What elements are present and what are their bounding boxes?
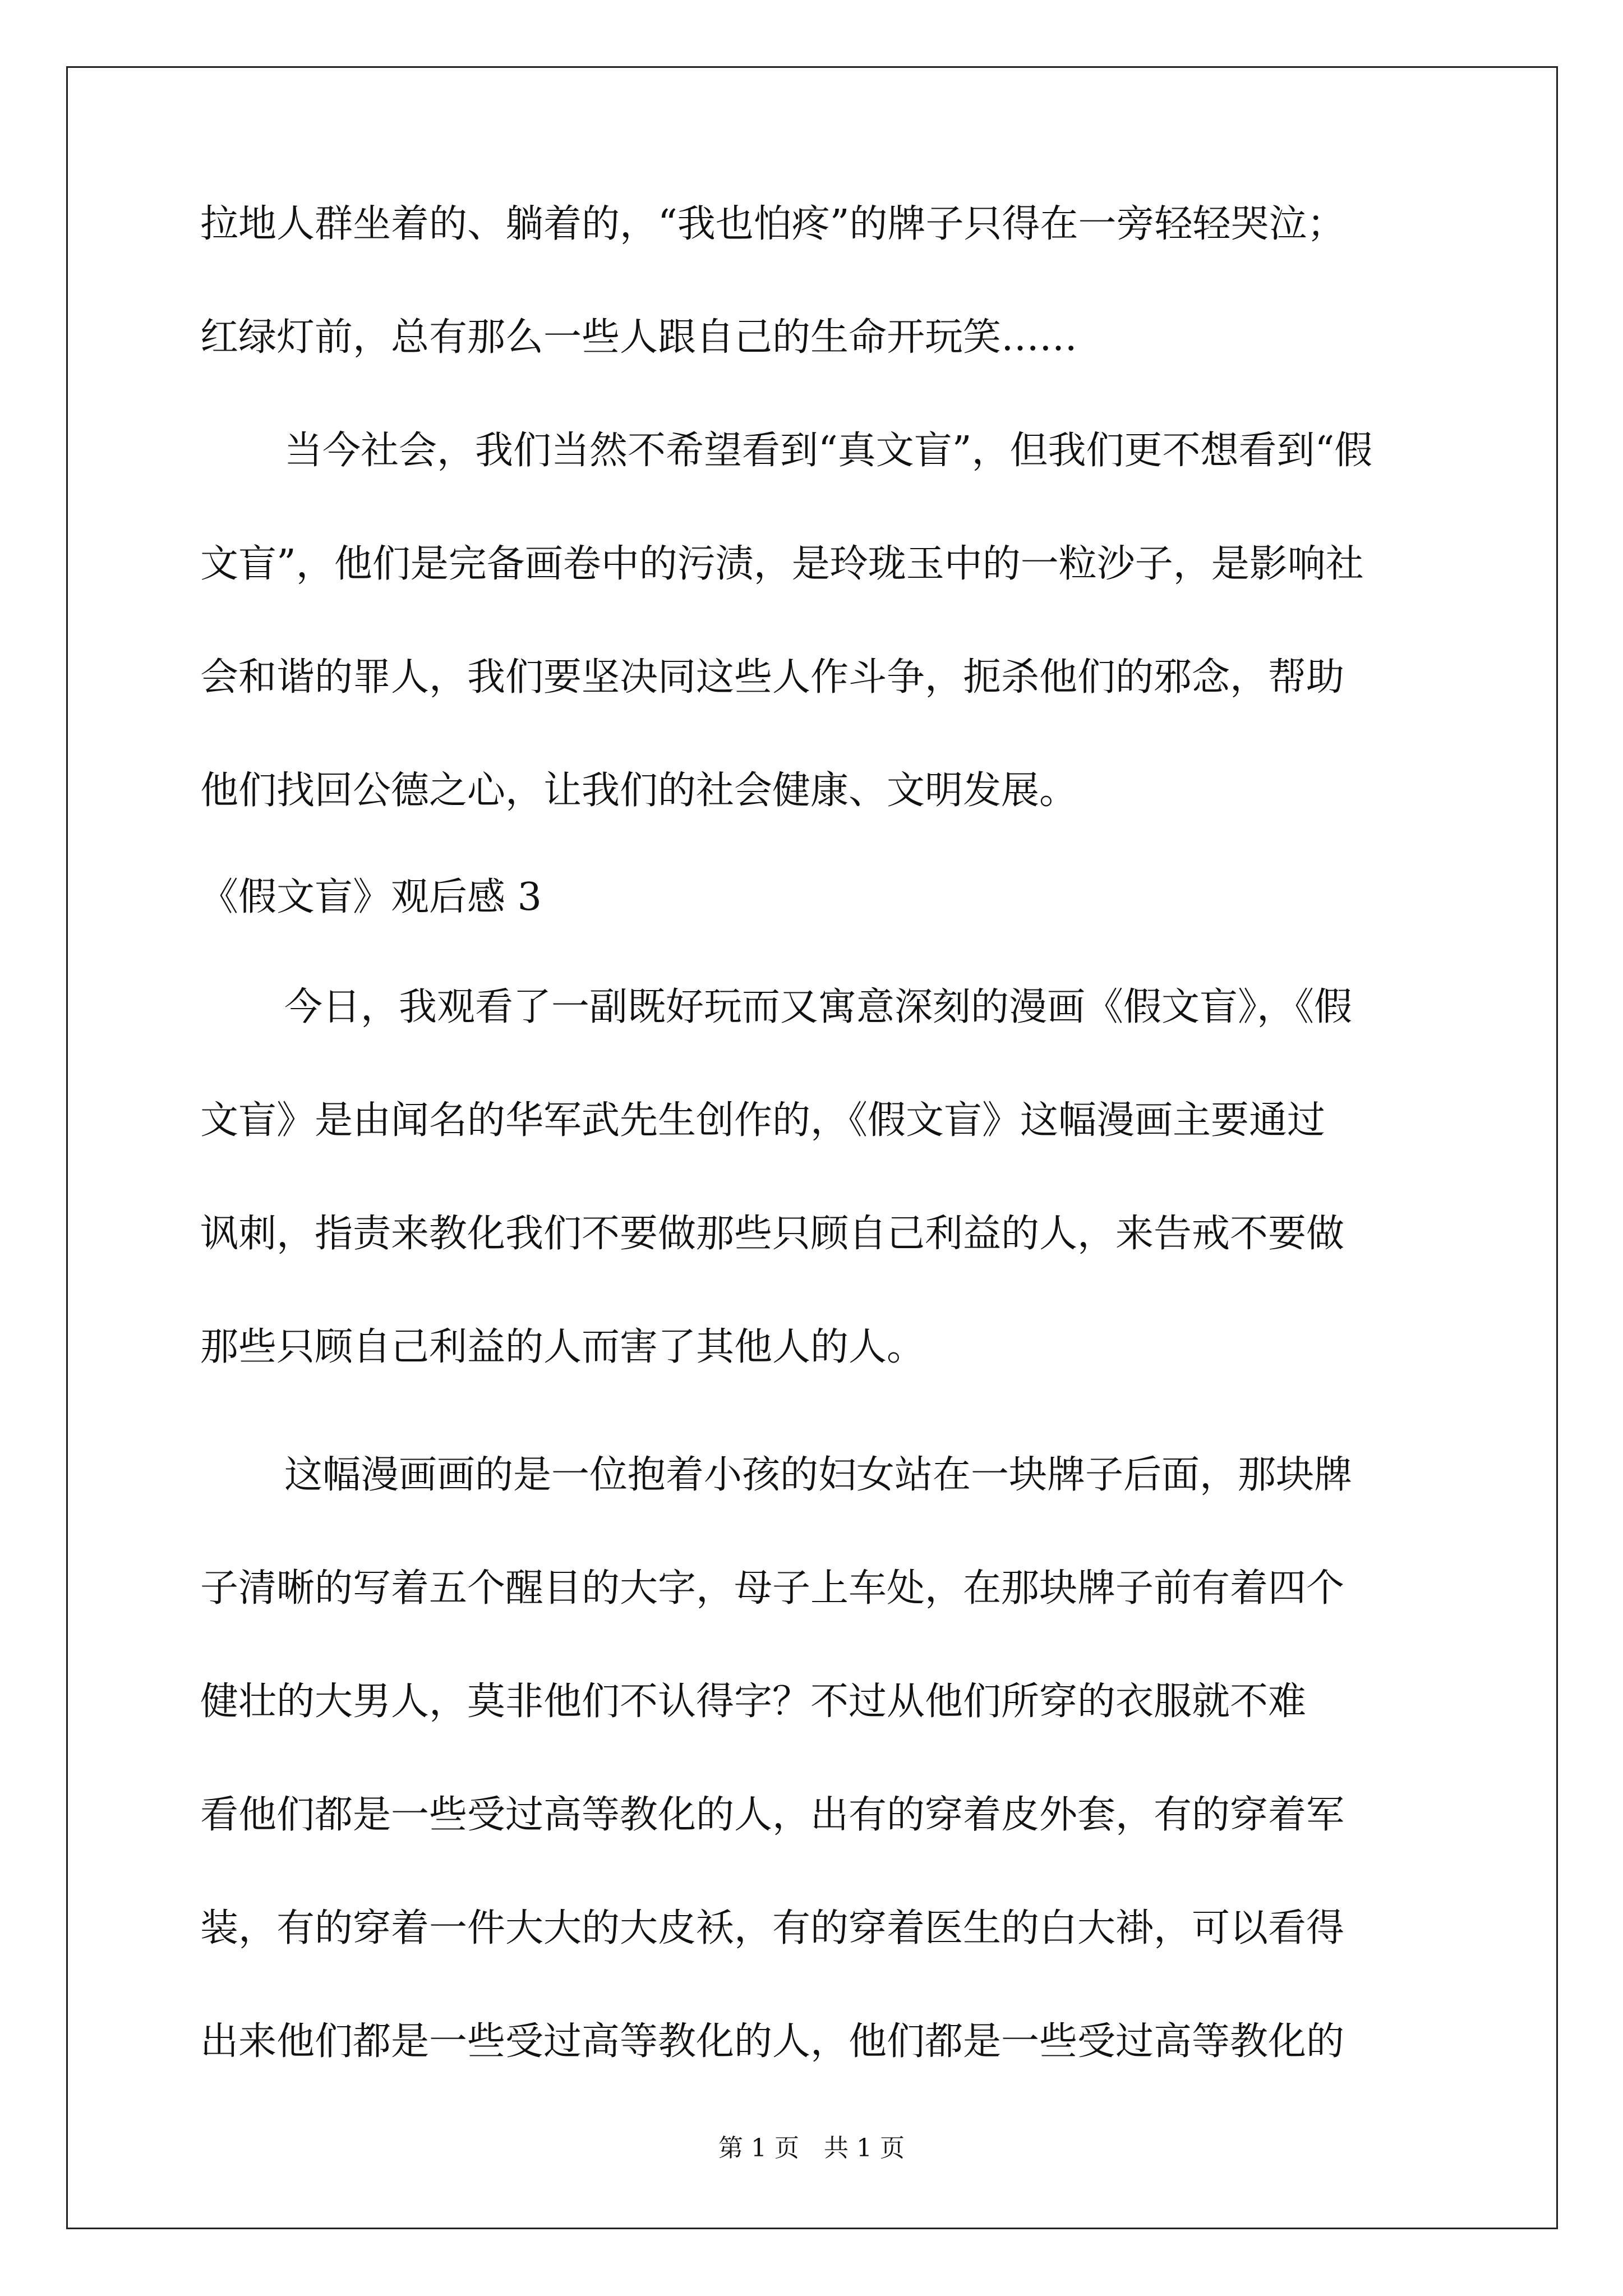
paragraph-start-line: 这幅漫画画的是一位抱着小孩的妇女站在一块牌子后面，那块牌 — [284, 1453, 1353, 1497]
text-line: 看他们都是一些受过高等教化的人，出有的穿着皮外套，有的穿着军 — [200, 1793, 1345, 1837]
text-line: 装，有的穿着一件大大的大皮袄，有的穿着医生的白大褂，可以看得 — [200, 1906, 1345, 1950]
text-line: 文盲”，他们是完备画卷中的污渍，是玲珑玉中的一粒沙子，是影响社 — [200, 542, 1364, 586]
text-line: 拉地人群坐着的、躺着的，“我也怕疼”的牌子只得在一旁轻轻哭泣； — [200, 202, 1345, 246]
page-footer: 第 1 页 共 1 页 — [718, 2134, 905, 2162]
paragraph-start-line: 当今社会，我们当然不希望看到“真文盲”，但我们更不想看到“假 — [284, 429, 1373, 473]
text-line: 红绿灯前，总有那么一些人跟自己的生命开玩笑…… — [200, 315, 1078, 360]
text-line: 讽刺，指责来教化我们不要做那些只顾自己利益的人，来告戒不要做 — [200, 1212, 1345, 1256]
text-line: 出来他们都是一些受过高等教化的人，他们都是一些受过高等教化的 — [200, 2019, 1345, 2064]
text-line: 会和谐的罪人，我们要坚决同这些人作斗争，扼杀他们的邪念，帮助 — [200, 655, 1345, 700]
text-line: 那些只顾自己利益的人而害了其他人的人。 — [200, 1325, 925, 1369]
text-line: 子清晰的写着五个醒目的大字，母子上车处，在那块牌子前有着四个 — [200, 1566, 1345, 1611]
text-line: 他们找回公德之心，让我们的社会健康、文明发展。 — [200, 769, 1078, 813]
paragraph-start-line: 今日，我观看了一副既好玩而又寓意深刻的漫画《假文盲》，《假 — [284, 985, 1353, 1029]
text-line: 健壮的大男人，莫非他们不认得字？不过从他们所穿的衣服就不难 — [200, 1680, 1307, 1724]
text-line: 文盲》是由闻名的华军武先生创作的，《假文盲》这幅漫画主要通过 — [200, 1098, 1326, 1143]
page-border — [66, 66, 1558, 2229]
section-heading: 《假文盲》观后感 3 — [200, 875, 542, 919]
